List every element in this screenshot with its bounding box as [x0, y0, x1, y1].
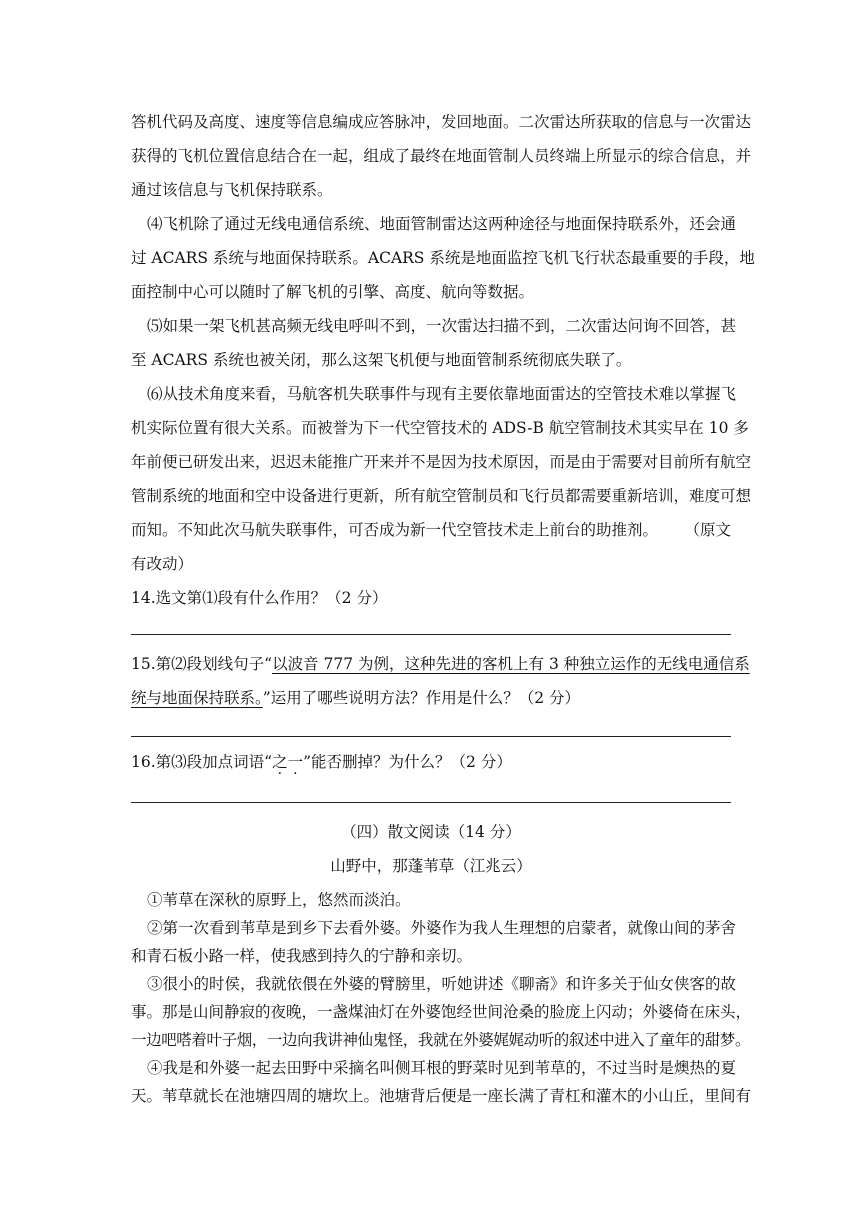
question-15-prefix: 15.第⑵段划线句子“	[131, 655, 273, 673]
essay-paragraph-4-line: 天。苇草就长在池塘四周的塘坎上。池塘背后便是一座长满了青杠和灌木的小山丘，里间有	[131, 1087, 752, 1105]
question-15	[131, 654, 750, 674]
answer-line-14[interactable]	[131, 634, 731, 635]
section-heading: （四）散文阅读（14 分）	[341, 823, 521, 841]
essay-paragraph-4-line: ④我是和外婆一起去田野中采摘名叫侧耳根的野菜时见到苇草的，不过当时是燠热的夏	[147, 1059, 737, 1077]
paragraph-4-line: ⑷飞机除了通过无线电通信系统、地面管制雷达这两种途径与地面保持联系外，还会通	[147, 215, 737, 233]
essay-paragraph-3-line: ③很小的时侯，我就依偎在外婆的臂膀里，听她讲述《聊斋》和许多关于仙女侠客的故	[147, 975, 737, 993]
underlined-sentence: 以波音 777 为例，这种先进的客机上有 3 种独立运作的无线电通信系	[272, 655, 750, 673]
dotted-word-char: 之	[272, 753, 288, 771]
dotted-word-char: 一	[287, 753, 304, 771]
source-note-continued: 有改动）	[131, 555, 194, 573]
paragraph-5-line: 至 ACARS 系统也被关闭，那么这架飞机便与地面管制系统彻底失联了。	[131, 351, 632, 369]
paragraph-5-line: ⑸如果一架飞机甚高频无线电呼叫不到，一次雷达扫描不到，二次雷达问询不回答，甚	[147, 317, 737, 335]
question-14: 14.选文第⑴段有什么作用？（2 分）	[131, 589, 388, 607]
question-15-continued	[131, 688, 731, 708]
paragraph-6-text: 而知。不知此次马航失联事件，可否成为新一代空管技术走上前台的助推剂。	[131, 521, 659, 539]
answer-line-15[interactable]	[131, 736, 731, 737]
paragraph-6-line: 机实际位置有很大关系。而被誉为下一代空管技术的 ADS-B 航空管制技术其实早在 10 多	[131, 419, 749, 437]
essay-paragraph-2-line: 和青石板小路一样，使我感到持久的宁静和亲切。	[131, 947, 473, 965]
question-16-suffix: ”能否删掉？为什么？（2 分）	[303, 753, 512, 771]
essay-paragraph-2-line: ②第一次看到苇草是到乡下去看外婆。外婆作为我人生理想的启蒙者，就像山间的茅舍	[147, 919, 737, 937]
paragraph-4-line: 面控制中心可以随时了解飞机的引擎、高度、航向等数据。	[131, 283, 535, 301]
underlined-sentence: 统与地面保持联系。	[131, 689, 263, 707]
answer-line-16[interactable]	[131, 802, 731, 803]
paragraph-6-line: 年前便已研发出来，迟迟未能推广开来并不是因为技术原因，而是由于需要对目前所有航空	[131, 453, 752, 471]
essay-paragraph-3-line: 事。那是山间静寂的夜晚，一盏煤油灯在外婆饱经世间沧桑的脸庞上闪动；外婆倚在床头，	[131, 1003, 752, 1021]
source-note: （原文	[684, 521, 731, 539]
question-16-prefix: 16.第⑶段加点词语“	[131, 753, 273, 771]
passage-line: 通过该信息与飞机保持联系。	[131, 181, 333, 199]
paragraph-4-line: 过 ACARS 系统与地面保持联系。ACARS 系统是地面监控飞机飞行状态最重要的手段，地	[131, 249, 755, 267]
essay-paragraph-1: ①苇草在深秋的原野上，悠然而淡泊。	[147, 891, 411, 909]
paragraph-6-line: ⑹从技术角度来看，马航客机失联事件与现有主要依靠地面雷达的空管技术难以掌握飞	[147, 385, 737, 403]
paragraph-6-line	[131, 520, 731, 540]
passage-line: 答机代码及高度、速度等信息编成应答脉冲，发回地面。二次雷达所获取的信息与一次雷达	[131, 113, 752, 131]
essay-title: 山野中，那蓬苇草（江兆云）	[330, 857, 532, 875]
essay-paragraph-3-line: 一边吧嗒着叶子烟，一边向我讲神仙鬼怪，我就在外婆娓娓动听的叙述中进入了童年的甜梦。	[131, 1031, 751, 1049]
question-16	[131, 752, 731, 772]
question-15-suffix: ”运用了哪些说明方法？作用是什么？（2 分）	[262, 689, 580, 707]
passage-line: 获得的飞机位置信息结合在一起，组成了最终在地面管制人员终端上所显示的综合信息，并	[131, 147, 752, 165]
paragraph-6-line: 管制系统的地面和空中设备进行更新，所有航空管制员和飞行员都需要重新培训，难度可想	[131, 487, 752, 505]
